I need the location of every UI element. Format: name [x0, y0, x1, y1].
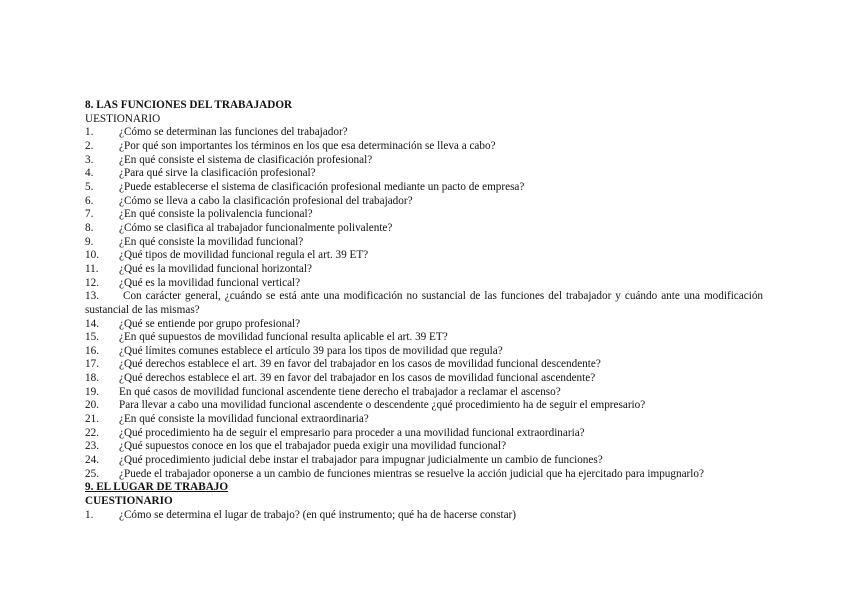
- list-item: [85, 399, 763, 413]
- question-number: 2.: [85, 139, 94, 152]
- question-number: 22.: [85, 426, 99, 439]
- question-number: 5.: [85, 180, 94, 193]
- question-number: 20.: [85, 399, 99, 412]
- list-item: [85, 249, 763, 263]
- question-text: ¿En qué supuestos de movilidad funcional resulta aplicable el art. 39 ET?: [119, 331, 448, 344]
- question-number: 17.: [85, 358, 99, 371]
- list-item: [85, 236, 763, 250]
- list-item: [85, 208, 763, 222]
- question-number: 11.: [85, 262, 99, 275]
- question-text: ¿Qué es la movilidad funcional horizontal?: [119, 262, 312, 275]
- question-number: 3.: [85, 153, 94, 166]
- question-text: ¿Cómo se clasifica al trabajador funcionalmente polivalente?: [119, 221, 393, 234]
- question-number: 10.: [85, 249, 99, 262]
- question-text: ¿En qué consiste la movilidad funcional extraordinaria?: [119, 413, 369, 426]
- question-number: 16.: [85, 344, 99, 357]
- question-text: ¿Cómo se determinan las funciones del trabajador?: [119, 126, 348, 139]
- question-text: ¿Qué derechos establece el art. 39 en favor del trabajador en los casos de movilidad funcional ascendente?: [119, 372, 596, 385]
- list-item: [85, 222, 763, 236]
- question-text: En qué casos de movilidad funcional ascendente tiene derecho el trabajador a reclamar el ascenso?: [119, 385, 561, 398]
- question-number: 9.: [85, 235, 94, 248]
- question-text: ¿Qué es la movilidad funcional vertical?: [119, 276, 301, 289]
- question-number: 24.: [85, 454, 99, 467]
- section-8-question-list: [85, 126, 763, 481]
- list-item: [85, 263, 763, 277]
- section-8-title: 8. LAS FUNCIONES DEL TRABAJADOR: [85, 99, 293, 111]
- question-text: ¿Cómo se lleva a cabo la clasificación profesional del trabajador?: [119, 194, 413, 207]
- question-text: ¿Por qué son importantes los términos en los que esa determinación se lleva a cabo?: [119, 139, 496, 152]
- list-item: [85, 358, 763, 372]
- question-text: Con carácter general, ¿cuándo se está ante una modificación no sustancial de las funciones del trabajador y cuándo ante una modificación sustancial de las mismas?: [85, 290, 764, 316]
- list-item: [85, 372, 763, 386]
- question-number: 12.: [85, 276, 99, 289]
- section-8-subtitle: UESTIONARIO: [85, 112, 161, 125]
- question-text: ¿Qué supuestos conoce en los que el trabajador pueda exigir una movilidad funcional?: [119, 440, 507, 453]
- question-text: ¿Puede establecerse el sistema de clasificación profesional mediante un pacto de empresa?: [119, 180, 525, 193]
- question-number: 1.: [85, 508, 94, 521]
- question-text: ¿Qué tipos de movilidad funcional regula el art. 39 ET?: [119, 249, 369, 262]
- question-text: ¿En qué consiste la polivalencia funcional?: [119, 208, 313, 221]
- list-item: [85, 386, 763, 400]
- question-text: ¿Puede el trabajador oponerse a un cambio de funciones mientras se resuelve la acción judicial que ha ejercitado para impugnarlo?: [119, 467, 704, 480]
- document-page: [85, 99, 763, 522]
- question-text: Para llevar a cabo una movilidad funcional ascendente o descendente ¿qué procedimiento ha de seguir el empresario?: [119, 399, 646, 412]
- question-number: 23.: [85, 440, 99, 453]
- question-number: 7.: [85, 208, 94, 221]
- list-item: [85, 318, 763, 332]
- list-item: [85, 509, 763, 523]
- question-text: ¿En qué consiste la movilidad funcional?: [119, 235, 304, 248]
- question-number: 6.: [85, 194, 94, 207]
- list-item: [85, 454, 763, 468]
- question-number: 25.: [85, 467, 99, 480]
- list-item: [85, 331, 763, 345]
- list-item: [85, 468, 763, 482]
- question-text: ¿Qué procedimiento judicial debe instar el trabajador para impugnar judicialmente un cambio de funciones?: [119, 454, 603, 467]
- question-number: 4.: [85, 167, 94, 180]
- question-text: ¿Qué límites comunes establece el artículo 39 para los tipos de movilidad que regula?: [119, 344, 503, 357]
- question-text: ¿Para qué sirve la clasificación profesional?: [119, 167, 316, 180]
- question-number: 18.: [85, 372, 99, 385]
- question-number: 19.: [85, 385, 99, 398]
- question-text: ¿En qué consiste el sistema de clasificación profesional?: [119, 153, 373, 166]
- list-item: [85, 413, 763, 427]
- list-item: [85, 290, 763, 317]
- question-text: ¿Qué derechos establece el art. 39 en favor del trabajador en los casos de movilidad funcional descendente?: [119, 358, 601, 371]
- list-item: [85, 345, 763, 359]
- section-9-question-list: [85, 509, 763, 523]
- list-item: [85, 440, 763, 454]
- question-text: ¿Qué se entiende por grupo profesional?: [119, 317, 301, 330]
- list-item: [85, 154, 763, 168]
- list-item: [85, 277, 763, 291]
- list-item: [85, 167, 763, 181]
- question-number: 21.: [85, 413, 99, 426]
- question-text: ¿Cómo se determina el lugar de trabajo? (en qué instrumento; qué ha de hacerse constar): [119, 508, 516, 521]
- list-item: [85, 140, 763, 154]
- question-number: 13.: [85, 290, 99, 303]
- list-item: [85, 195, 763, 209]
- question-text: ¿Qué procedimiento ha de seguir el empresario para proceder a una movilidad funcional extraordinaria?: [119, 426, 585, 439]
- question-number: 1.: [85, 126, 94, 139]
- list-item: [85, 427, 763, 441]
- question-number: 8.: [85, 221, 94, 234]
- list-item: [85, 126, 763, 140]
- section-9-title: 9. EL LUGAR DE TRABAJO: [85, 481, 229, 494]
- question-number: 15.: [85, 331, 99, 344]
- question-number: 14.: [85, 317, 99, 330]
- section-9-subtitle: CUESTIONARIO: [85, 495, 173, 508]
- list-item: [85, 181, 763, 195]
